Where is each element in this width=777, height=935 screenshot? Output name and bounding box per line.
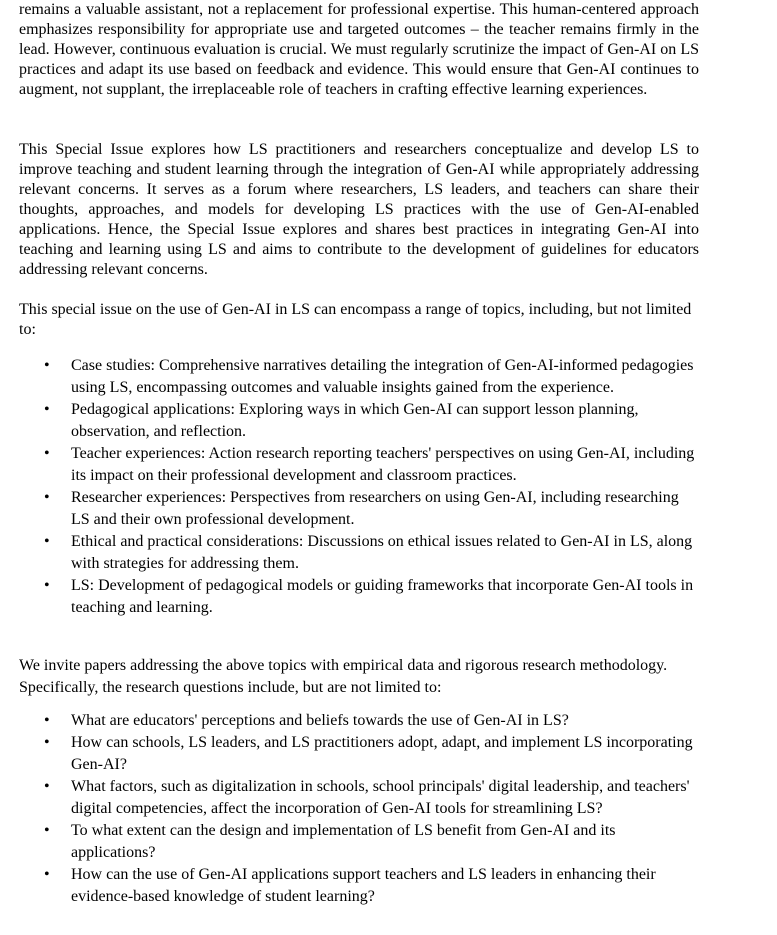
list-item-question <box>0 776 701 820</box>
list-item-question <box>0 710 701 732</box>
bullet-icon: • <box>44 778 50 795</box>
research-questions-list <box>0 710 777 908</box>
list-item-topic <box>0 355 701 399</box>
bullet-icon: • <box>44 734 50 751</box>
topic-text: Teacher experiences: Action research reporting teachers' perspectives on using Gen-AI, including its impact on their professional development and classroom practices. <box>71 445 695 484</box>
list-item-topic <box>0 531 701 575</box>
question-text: What are educators' perceptions and beliefs towards the use of Gen-AI in LS? <box>71 712 569 729</box>
question-text: What factors, such as digitalization in schools, school principals' digital leadership, and teachers' digital competencies, affect the incorporation of Gen-AI tools for streamlining LS? <box>71 778 690 817</box>
bullet-icon: • <box>44 866 50 883</box>
bullet-icon: • <box>44 577 50 594</box>
topic-text: Researcher experiences: Perspectives from researchers on using Gen-AI, including researching LS and their own professional development. <box>71 489 679 528</box>
bullet-icon: • <box>44 712 50 729</box>
bullet-icon: • <box>44 401 50 418</box>
list-item-topic <box>0 487 701 531</box>
bullet-icon: • <box>44 357 50 374</box>
bullet-icon: • <box>44 445 50 462</box>
list-item-question <box>0 732 701 776</box>
question-text: How can the use of Gen-AI applications support teachers and LS leaders in enhancing their evidence-based knowledge of student learning? <box>71 866 656 905</box>
list-item-topic <box>0 443 701 487</box>
paragraph-special-issue-overview: This Special Issue explores how LS practitioners and researchers conceptualize and develop LS to improve teaching and student learning through the integration of Gen-AI while appropriately addressing relevant concerns. It serves as a forum where researchers, LS leaders, and teachers can share their thoughts, approaches, and models for developing LS practices with the use of Gen-AI-enabled applications. Hence, the Special Issue explores and shares best practices in integrating Gen-AI into teaching and learning using LS and aims to contribute to the development of guidelines for educators addressing relevant concerns. <box>19 141 699 278</box>
topic-text: Case studies: Comprehensive narratives detailing the integration of Gen-AI-informed pedagogies using LS, encompassing outcomes and valuable insights gained from the experience. <box>71 357 694 396</box>
question-text: How can schools, LS leaders, and LS practitioners adopt, adapt, and implement LS incorporating Gen-AI? <box>71 734 693 773</box>
topic-text: Ethical and practical considerations: Discussions on ethical issues related to Gen-AI in LS, along with strategies for addressing them. <box>71 533 693 572</box>
topic-text: Pedagogical applications: Exploring ways in which Gen-AI can support lesson planning, observation, and reflection. <box>71 401 639 440</box>
paragraph-research-questions-intro: We invite papers addressing the above topics with empirical data and rigorous research methodology. Specifically, the research questions include, but are not limited to: <box>19 657 668 696</box>
topics-list <box>0 355 777 619</box>
bullet-icon: • <box>44 533 50 550</box>
list-item-topic <box>0 399 701 443</box>
list-item-topic <box>0 575 701 619</box>
question-text: To what extent can the design and implementation of LS benefit from Gen-AI and its applications? <box>71 822 616 861</box>
bullet-icon: • <box>44 822 50 839</box>
paragraph-intro-continuation: remains a valuable assistant, not a replacement for professional expertise. This human-centered approach emphasizes responsibility for appropriate use and targeted outcomes – the teacher remains firmly in the lead. However, continuous evaluation is crucial. We must regularly scrutinize the impact of Gen-AI on LS practices and adapt its use based on feedback and evidence. This would ensure that Gen-AI continues to augment, not supplant, the irreplaceable role of teachers in crafting effective learning experiences. <box>19 1 699 98</box>
topic-text: LS: Development of pedagogical models or guiding frameworks that incorporate Gen-AI tools in teaching and learning. <box>71 577 694 616</box>
paragraph-topics-intro: This special issue on the use of Gen-AI in LS can encompass a range of topics, including, but not limited to: <box>19 301 692 338</box>
bullet-icon: • <box>44 489 50 506</box>
list-item-question <box>0 820 701 864</box>
list-item-question <box>0 864 701 908</box>
